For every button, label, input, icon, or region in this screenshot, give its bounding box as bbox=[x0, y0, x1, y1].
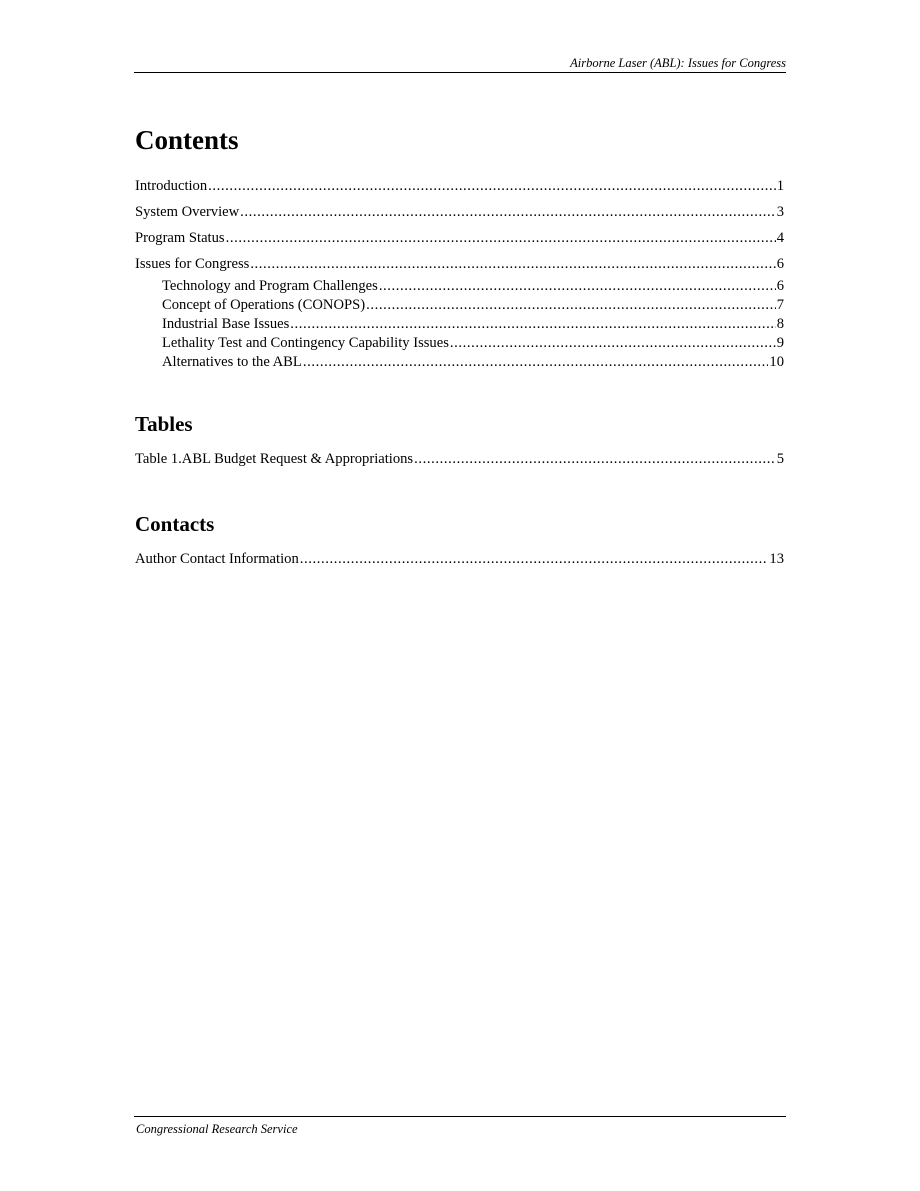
toc-entry-title: Program Status bbox=[135, 230, 225, 246]
dot-leader bbox=[250, 255, 775, 273]
tables-heading: Tables bbox=[135, 412, 193, 436]
dot-leader bbox=[303, 353, 769, 371]
toc-entry-author-contact[interactable] bbox=[135, 550, 784, 568]
toc-page-number: 3 bbox=[776, 204, 784, 220]
toc-page-number: 1 bbox=[776, 178, 784, 194]
toc-entry-alternatives[interactable] bbox=[162, 353, 784, 371]
toc-entry-title: Concept of Operations (CONOPS) bbox=[162, 297, 366, 313]
toc-entry-title: Issues for Congress bbox=[135, 256, 250, 272]
toc-page-number: 9 bbox=[776, 335, 784, 351]
dot-leader bbox=[226, 229, 776, 247]
toc-entry-system-overview[interactable] bbox=[135, 203, 784, 221]
toc-entry-title: Table 1.ABL Budget Request & Appropriations bbox=[135, 451, 414, 467]
dot-leader bbox=[450, 334, 776, 352]
toc-entry-issues-for-congress[interactable] bbox=[135, 255, 784, 273]
running-header: Airborne Laser (ABL): Issues for Congress bbox=[570, 56, 786, 70]
toc-entry-title: Lethality Test and Contingency Capability Issues bbox=[162, 335, 449, 351]
toc-entry-table-1[interactable] bbox=[135, 450, 784, 468]
toc-page-number: 13 bbox=[769, 551, 784, 567]
toc-entry-industrial-base[interactable] bbox=[162, 315, 784, 333]
toc-page-number: 8 bbox=[776, 316, 784, 332]
contents-heading: Contents bbox=[135, 125, 239, 155]
toc-entry-conops[interactable] bbox=[162, 296, 784, 314]
footer-divider bbox=[134, 1116, 786, 1117]
toc-page-number: 6 bbox=[776, 256, 784, 272]
toc-entry-title: Alternatives to the ABL bbox=[162, 354, 302, 370]
toc-entry-title: System Overview bbox=[135, 204, 240, 220]
dot-leader bbox=[300, 550, 769, 568]
running-footer: Congressional Research Service bbox=[136, 1122, 298, 1136]
toc-page-number: 10 bbox=[769, 354, 784, 370]
dot-leader bbox=[240, 203, 776, 221]
header-divider bbox=[134, 72, 786, 73]
toc-entry-title: Introduction bbox=[135, 178, 208, 194]
toc-page-number: 7 bbox=[776, 297, 784, 313]
contacts-heading: Contacts bbox=[135, 512, 215, 536]
toc-page-number: 5 bbox=[776, 451, 784, 467]
toc-page-number: 6 bbox=[776, 278, 784, 294]
dot-leader bbox=[366, 296, 776, 314]
toc-entry-title: Industrial Base Issues bbox=[162, 316, 290, 332]
dot-leader bbox=[290, 315, 775, 333]
toc-page-number: 4 bbox=[776, 230, 784, 246]
dot-leader bbox=[414, 450, 776, 468]
dot-leader bbox=[379, 277, 776, 295]
toc-entry-title: Technology and Program Challenges bbox=[162, 278, 378, 294]
dot-leader bbox=[208, 177, 776, 195]
toc-entry-title: Author Contact Information bbox=[135, 551, 299, 567]
toc-entry-lethality-test[interactable] bbox=[162, 334, 784, 352]
toc-entry-program-status[interactable] bbox=[135, 229, 784, 247]
toc-entry-introduction[interactable] bbox=[135, 177, 784, 195]
toc-entry-technology-challenges[interactable] bbox=[162, 277, 784, 295]
